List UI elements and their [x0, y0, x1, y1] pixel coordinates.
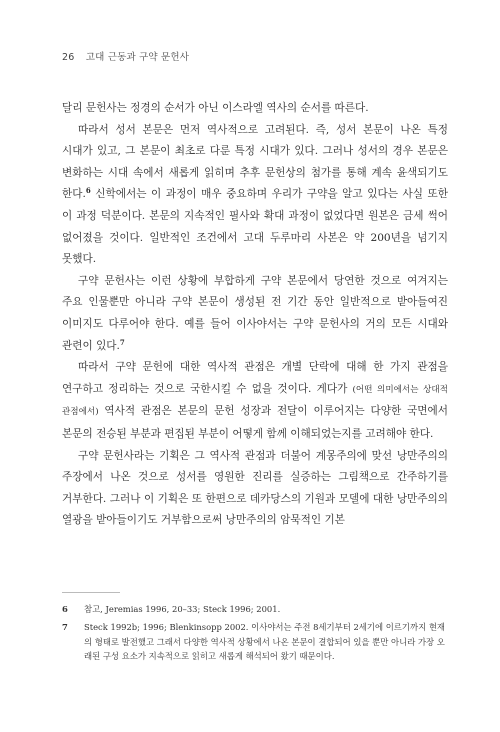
footnote: [62, 602, 452, 616]
running-head: [62, 49, 189, 63]
paragraph-2-text: 따라서 성서 본문은 먼저 역사적으로 고려된다. 즉, 성서 본문이 나온 특정 시대가 있고, 그 본문이 최초로 다룬 특정 시대가 있다. 그러나 성서의 경우 본문은 변화하는 시대 속에서 새롭게 읽히며 추후 문헌상의 첨가를 통해 계속 윤색되기도 한다.: [62, 123, 448, 201]
footnote-number: 6: [62, 604, 68, 614]
paragraph-1: 달리 문헌사는 정경의 순서가 아닌 이스라엘 역사의 순서를 따른다.: [62, 102, 369, 114]
running-title: 고대 근동과 구약 문헌사: [85, 52, 190, 63]
footnote-ref-7[interactable]: 7: [119, 337, 125, 347]
paragraph-4-text-b: 역사적 관점은 본문의 문헌 성장과 전달이 이루어지는 다양한 국면에서 본문의 전승된 부분과 편집된 부분이 어떻게 함께 이해되었는지를 고려해야 한다.: [62, 405, 448, 440]
footnotes: [62, 602, 452, 668]
paragraph-4-text-a: 따라서 구약 문헌에 대한 역사적 관점은 개별 단락에 대해 한 가지 관점을 연구하고 정리하는 것으로 국한시킬 수 없을 것이다. 게다가: [62, 361, 448, 395]
footnote-ref-6[interactable]: 6: [85, 186, 91, 196]
paragraph-4: [62, 357, 448, 445]
footnote-divider: [62, 592, 120, 593]
paragraph-2: [62, 120, 448, 271]
paragraph-5: 구약 문헌사라는 기획은 그 역사적 관점과 더불어 계몽주의에 맞선 낭만주의의 주장에서 나온 것으로 성서를 영원한 진리를 실증하는 그림책으로 간주하기를 거부한다. 그러나 이 기획은 또 한편으로 데카당스의 기원과 모델에 대한 낭만주의의 열광을 받아들이기도 거부함으로써 낭만주의의 암묵적인 기본: [62, 449, 448, 527]
body-text: [62, 98, 448, 532]
footnote: [62, 620, 452, 663]
paragraph-3-text: 구약 문헌사는 이런 상황에 부합하게 구약 본문에서 당연한 것으로 여겨지는 주요 인물뿐만 아니라 구약 본문이 생성된 전 기간 동안 일반적으로 받아들여진 이미지도 다루어야 한다. 예를 들어 이사야서는 구약 문헌사의 거의 모든 시대와 관련이 있다.: [62, 274, 448, 352]
paragraph-3: [62, 271, 448, 357]
paragraph-2-rest: 신학에서는 이 과정이 매우 중요하며 우리가 구약을 알고 있다는 사실 또한 이 과정 덕분이다. 본문의 지속적인 필사와 확대 과정이 없었다면 원본은 금세 썩어 없어졌을 것이다. 일반적인 조건에서 고대 두루마리 사본은 약 200년을 넘기지 못했다.: [62, 188, 448, 266]
page-number: 26: [62, 52, 75, 63]
paragraph-4-aside: (어떤 의미에서는 상대적 관점에서): [62, 384, 448, 418]
footnote-number: 7: [62, 622, 68, 633]
footnote-text: 참고, Jeremias 1996, 20–33; Steck 1996; 2001.: [84, 604, 281, 614]
footnote-text: Steck 1992b; 1996; Blenkinsopp 2002. 이사야서는 주전 8세기부터 2세기에 이르기까지 현재의 형태로 발전했고 그래서 다양한 역사적 상황에서 나온 본문이 결합되어 있을 뿐만 아니라 가장 오래된 구성 요소가 지속적으로 읽히고 새롭게 해석되어 왔기 때문이다.: [84, 622, 445, 662]
